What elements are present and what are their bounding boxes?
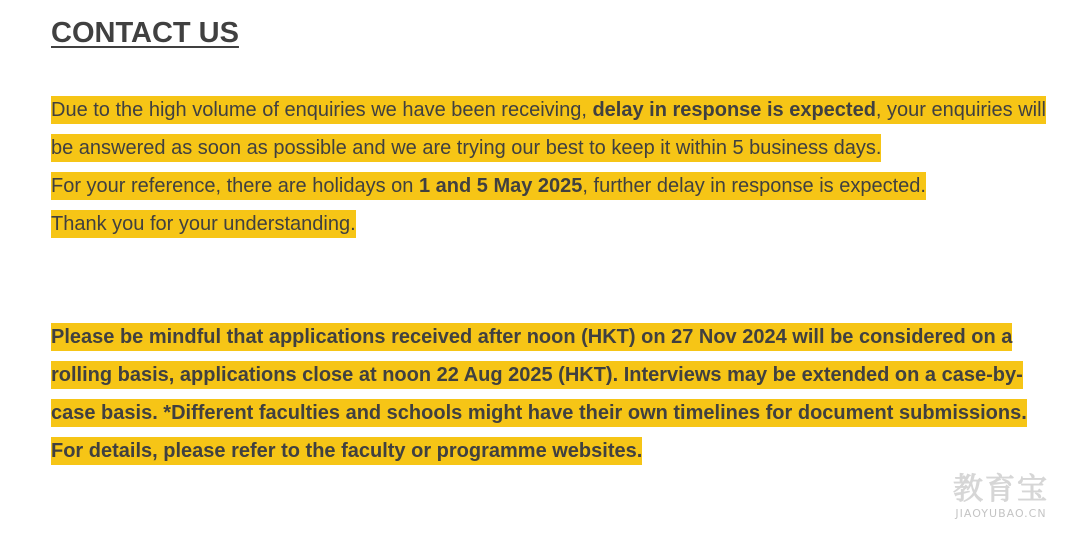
highlighted-notice-text	[51, 96, 1046, 162]
delay-emphasis-text: delay in response is expected	[592, 99, 876, 121]
holiday-dates-text: 1 and 5 May 2025	[418, 175, 583, 197]
applications-notice	[51, 318, 1051, 470]
thank-you-text: Thank you for your understanding.	[51, 210, 356, 238]
applications-text: Please be mindful that applications received after noon (HKT) on 27 Nov 2024 will be considered on a rolling basis, applications close at noon 22 Aug 2025 (HKT). Interviews may be extended on a case-by-case basis. *Different faculties and schools might have their own timelines for document submissions. For details, please refer to the faculty or programme websites.	[51, 323, 1027, 465]
notice-continuation-text: , your enquiries will be answered as soon as possible and we are trying our best to keep it within 5 business days.	[51, 99, 1046, 159]
holiday-notice	[51, 172, 926, 200]
holiday-delay-text: , further delay in response is expected.	[582, 175, 926, 197]
watermark-domain: JIAOYUBAO.CN	[955, 507, 1047, 520]
page-title: CONTACT US	[51, 17, 239, 49]
notice-intro-text: Due to the high volume of enquiries we have been receiving,	[51, 99, 593, 121]
holiday-intro-text: For your reference, there are holidays on	[51, 175, 419, 197]
watermark-logo	[942, 473, 1060, 521]
enquiry-notice	[51, 91, 1051, 243]
watermark-logo-mark: 教育宝	[953, 472, 1049, 507]
